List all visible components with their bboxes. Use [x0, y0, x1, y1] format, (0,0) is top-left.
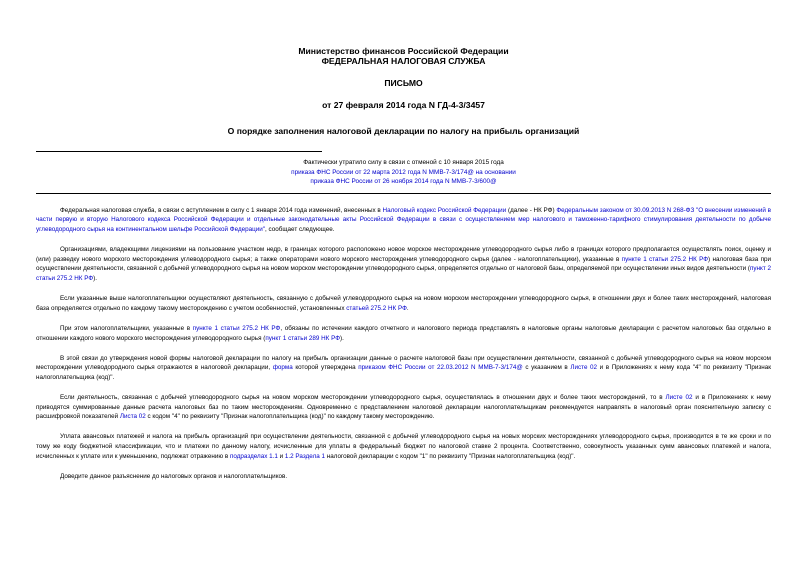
paragraph-text: и — [277, 452, 285, 460]
link-sheet-02[interactable]: Листе 02 — [570, 364, 598, 372]
link-article-275-2-p1[interactable]: пункте 1 статьи 275.2 НК РФ — [621, 255, 709, 263]
link-article-275-2-p1[interactable]: пункте 1 статьи 275.2 НК РФ — [192, 324, 281, 332]
document-subject: О порядке заполнения налоговой декларации по налогу на прибыль организаций — [227, 126, 580, 136]
link-form[interactable]: форма — [272, 364, 293, 372]
document-date-number: от 27 февраля 2014 года N ГД-4-3/3457 — [322, 100, 485, 110]
divider-short — [36, 151, 322, 152]
paragraph-text: (далее - НК РФ) — [506, 206, 557, 214]
link-subsection-1-1[interactable]: подразделах 1.1 — [229, 452, 278, 460]
link-sheet-02-b[interactable]: Листа 02 — [119, 413, 146, 421]
paragraph-text: В этой связи до утверждения новой формы налоговой декларации по налогу на прибыль организации данные о расчете налоговой базы при осуществлении деятельности, связанной с добычей углеводородного сырья на новом морском месторождении углеводородного сырья отражаются в налоговой декларации, — [36, 354, 771, 372]
paragraph-text: и в Приложениях к нему кода "4" по реквизиту "Признак налогоплательщика (код)". — [36, 364, 771, 381]
service-name: ФЕДЕРАЛЬНАЯ НАЛОГОВАЯ СЛУЖБА — [321, 56, 486, 66]
paragraph-text: ). — [339, 334, 344, 342]
paragraph-8 — [36, 472, 771, 482]
paragraph-5 — [36, 354, 771, 383]
validity-note — [36, 158, 771, 187]
document-body — [36, 206, 771, 482]
document-header — [36, 0, 771, 110]
paragraph-3 — [36, 294, 771, 313]
paragraph-text: и в Приложениях к нему приводятся суммированные данные расчета налоговых баз по таким месторождениям. Одновременно с представлением налоговой декларации налогоплательщикам рекомендуется направлять в налоговый орган пояснительную записку с расшифровкой показателей — [36, 394, 771, 421]
paragraph-text: которой утверждена — [292, 364, 359, 372]
divider-full — [36, 193, 771, 194]
paragraph-6 — [36, 393, 771, 422]
paragraph-text: ). — [93, 274, 98, 282]
link-sheet-02[interactable]: Листе 02 — [665, 394, 693, 402]
paragraph-text: . — [406, 304, 409, 312]
paragraph-7 — [36, 432, 771, 461]
link-subsection-1-2-section-1[interactable]: 1.2 Раздела 1 — [284, 452, 325, 460]
paragraph-1 — [36, 206, 771, 235]
paragraph-text: , сообщает следующее. — [265, 225, 335, 233]
paragraph-text: При этом налогоплательщики, указанные в — [60, 324, 193, 332]
validity-line-1: Фактически утратило силу в связи с отменой с 10 января 2015 года — [303, 159, 504, 166]
document-type: ПИСЬМО — [384, 78, 423, 88]
link-federal-law-268[interactable]: Федеральным законом от 30.09.2013 N 268-ФЗ "О внесении изменений в части первую и вторую Налогового кодекса Российской Федерации и отдельные законодательные акты Российской Федерации в связи с осуществлением мер налогового и таможенно-тарифного стимулирования деятельности по добыче углеводородного сырья на континентальном шельфе Российской Федерации" — [36, 206, 772, 233]
paragraph-4 — [36, 324, 771, 343]
paragraph-text: Уплата авансовых платежей и налога на прибыль организаций при осуществлении деятельности, связанной с добычей углеводородного сырья на новых морских месторождениях углеводородного сырья, производится в те же сроки и по тому же коду бюджетной классификации, что и платежи по данному налогу, исчисленные для уплаты в федеральный бюджет по налоговой ставке 2 процента. Соответственно, совокупность указанных сумм авансовых платежей и налога, исчисленных к уплате или к уменьшению, подлежат отражению в — [36, 433, 771, 460]
validity-link-order-174[interactable]: приказа ФНС России от 22 марта 2012 года N ММВ-7-3/174@ на основании — [291, 168, 516, 176]
ministry-name: Министерство финансов Российской Федерации — [298, 46, 509, 56]
paragraph-text: Федеральная налоговая служба, в связи с вступлением в силу с 1 января 2014 года изменений, внесенных в — [60, 206, 383, 214]
paragraph-2 — [36, 245, 771, 283]
link-tax-code[interactable]: Налоговый кодекс Российской Федерации — [382, 206, 507, 214]
link-order-174[interactable]: приказом ФНС России от 22.03.2012 N ММВ-7-3/174@ — [358, 364, 523, 372]
paragraph-text: Если деятельность, связанная с добычей углеводородного сырья на новом морском месторождении углеводородного сырья, осуществлялась в отношении двух и более таких месторождений, то в — [60, 394, 666, 402]
paragraph-text: Если указанные выше налогоплательщики осуществляют деятельность, связанную с добычей углеводородного сырья на новом морском месторождении углеводородного сырья, в отношении двух и более таких месторождений, налоговая база определяется отдельно по каждому такому месторождению с учетом особенностей, установленных — [36, 295, 771, 312]
link-article-289-p1[interactable]: пункт 1 статьи 289 НК РФ — [265, 334, 340, 342]
paragraph-text: налоговой декларации с кодом "1" по реквизиту "Признак налогоплательщика (код)". — [325, 452, 576, 460]
paragraph-text: Доведите данное разъяснение до налоговых органов и налогоплательщиков. — [60, 472, 288, 480]
paragraph-text: , обязаны по истечении каждого отчетного и налогового периода представлять в налоговые органы налоговые декларации с расчетом налоговых баз отдельно в отношении каждого нового морского месторождения углеводородного сырья ( — [36, 324, 771, 342]
paragraph-text: ) налоговая база при осуществлении деятельности, связанной с добычей углеводородного сырья на новом морском месторождении углеводородного сырья, определяется отдельно от налоговой базы, определяемой при осуществлении иных видов деятельности ( — [36, 255, 772, 273]
link-article-275-2[interactable]: статьей 275.2 НК РФ — [346, 304, 407, 312]
paragraph-text: с указанием в — [522, 364, 571, 372]
link-article-275-2-p2[interactable]: пункт 2 статьи 275.2 НК РФ — [36, 265, 771, 282]
paragraph-text: Организациями, владеющими лицензиями на пользование участком недр, в границах которого расположено новое морское месторождение углеводородного сырья либо в границах которого предполагается осуществлять поиск, оценку и (или) разведку нового морского месторождения углеводородного сырья; а также операторами нового морского месторождения углеводородного сырья (далее - налогоплательщики), указанные в — [36, 246, 771, 263]
paragraph-text: с кодом "4" по реквизиту "Признак налогоплательщика (код)" по каждому такому месторождению. — [145, 413, 435, 421]
validity-link-order-600[interactable]: приказа ФНС России от 26 ноября 2014 года N ММВ-7-3/600@ — [310, 178, 497, 186]
